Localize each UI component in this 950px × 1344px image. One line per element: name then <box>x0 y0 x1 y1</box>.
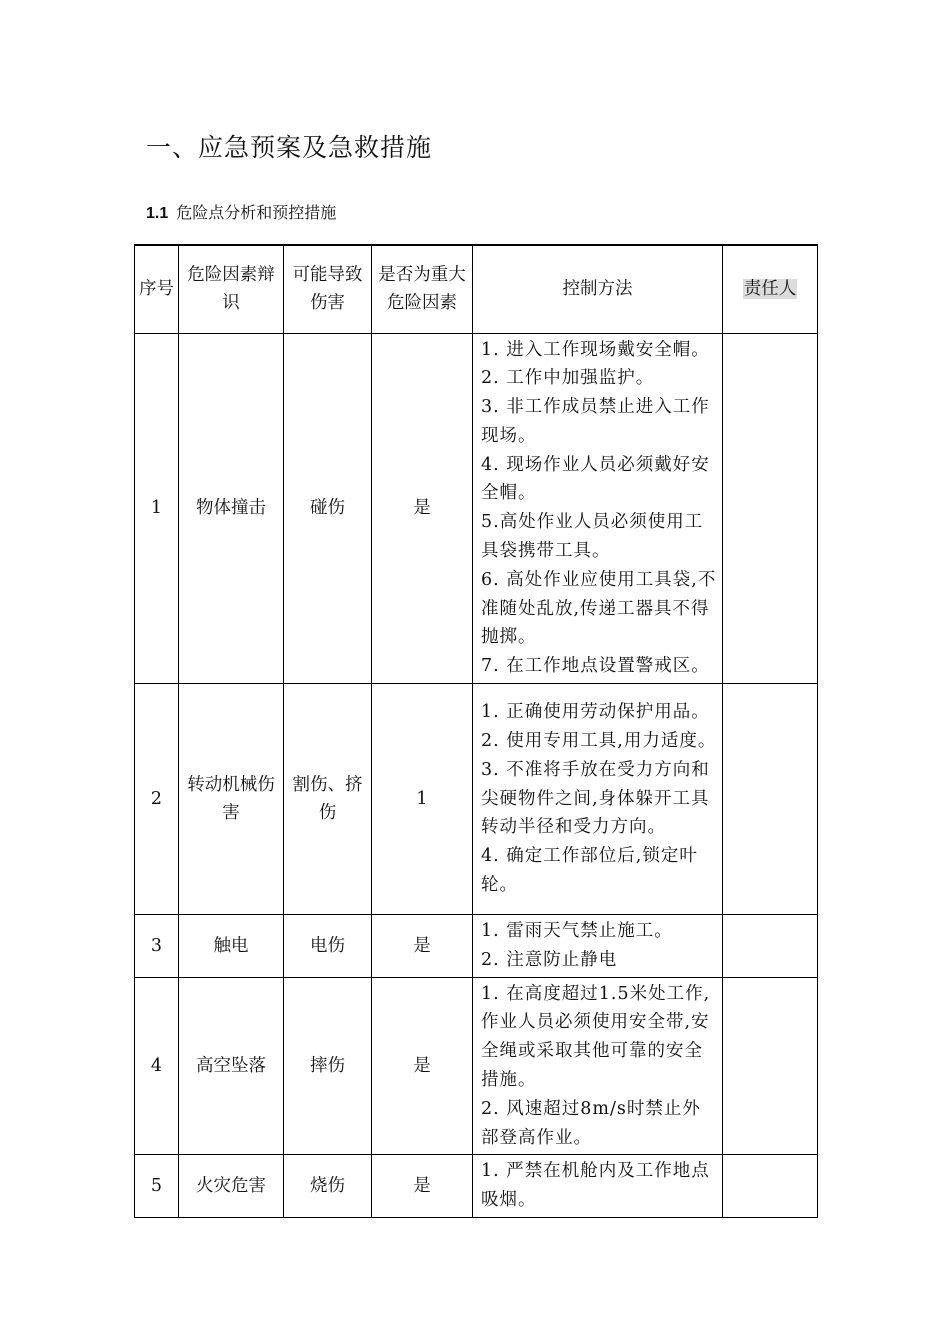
row-hazard-cell: 物体撞击 <box>179 333 284 684</box>
control-method-item: 4. 现场作业人员必须戴好安全帽。 <box>481 454 710 504</box>
row-index-cell: 4 <box>135 977 179 1155</box>
row-owner-cell <box>723 915 818 978</box>
control-method-item: 2. 注意防止静电 <box>481 949 618 970</box>
control-method-item: 4. 确定工作部位后,锁定叶轮。 <box>481 846 698 896</box>
row-control-methods-cell <box>473 333 723 684</box>
row-index-cell: 1 <box>135 333 179 684</box>
row-owner-cell <box>723 977 818 1155</box>
row-control-methods-cell <box>473 684 723 915</box>
control-method-item: 6. 高处作业应使用工具袋,不准随处乱放,传递工器具不得抛掷。 <box>481 569 717 648</box>
row-index-cell: 5 <box>135 1155 179 1218</box>
control-method-item: 1. 在高度超过1.5米处工作,作业人员必须使用安全带,安全绳或采取其他可靠的安全措施。 <box>481 983 711 1091</box>
hazard-control-table <box>134 244 818 1218</box>
control-method-item: 1. 进入工作现场戴安全帽。 <box>481 339 710 360</box>
subsection-heading <box>146 200 336 223</box>
subsection-title: 危险点分析和预控措施 <box>176 203 337 222</box>
table-row <box>135 333 818 684</box>
control-method-item: 2. 风速超过8m/s时禁止外部登高作业。 <box>481 1098 701 1148</box>
row-control-methods-cell <box>473 1155 723 1218</box>
row-control-methods-cell <box>473 915 723 978</box>
row-injury-cell: 摔伤 <box>284 977 372 1155</box>
row-major-cell: 是 <box>372 1155 473 1218</box>
row-injury-cell: 烧伤 <box>284 1155 372 1218</box>
row-hazard-cell: 高空坠落 <box>179 977 284 1155</box>
row-hazard-cell: 转动机械伤害 <box>179 684 284 915</box>
header-owner-label: 责任人 <box>743 279 797 300</box>
control-method-item: 3. 非工作成员禁止进入工作现场。 <box>481 397 710 446</box>
control-method-item: 1. 正确使用劳动保护用品。 <box>481 702 710 723</box>
row-injury-cell: 碰伤 <box>284 333 372 684</box>
section-title: 一、应急预案及急救措施 <box>146 133 433 162</box>
table-row <box>135 1155 818 1218</box>
table-row <box>135 977 818 1155</box>
row-major-cell: 是 <box>372 333 473 684</box>
header-major: 是否为重大危险因素 <box>372 245 473 333</box>
header-owner <box>723 245 818 333</box>
control-method-item: 1. 严禁在机舱内及工作地点吸烟。 <box>481 1161 710 1211</box>
row-hazard-cell: 触电 <box>179 915 284 978</box>
row-major-cell: 1 <box>372 684 473 915</box>
table-row <box>135 915 818 978</box>
header-control: 控制方法 <box>473 245 723 333</box>
row-injury-cell: 割伤、挤伤 <box>284 684 372 915</box>
header-injury: 可能导致伤害 <box>284 245 372 333</box>
row-injury-cell: 电伤 <box>284 915 372 978</box>
subsection-number: 1.1 <box>146 205 169 222</box>
row-hazard-cell: 火灾危害 <box>179 1155 284 1218</box>
table-header-row <box>135 245 818 333</box>
row-index-cell: 2 <box>135 684 179 915</box>
control-method-item: 5.高处作业人员必须使用工具袋携带工具。 <box>481 512 704 562</box>
header-hazard: 危险因素辩识 <box>179 245 284 333</box>
row-major-cell: 是 <box>372 977 473 1155</box>
row-index-cell: 3 <box>135 915 179 978</box>
row-owner-cell <box>723 1155 818 1218</box>
row-control-methods-cell <box>473 977 723 1155</box>
row-owner-cell <box>723 684 818 915</box>
row-owner-cell <box>723 333 818 684</box>
control-method-item: 2. 工作中加强监护。 <box>481 368 655 389</box>
control-method-item: 7. 在工作地点设置警戒区。 <box>481 656 710 677</box>
header-index: 序号 <box>135 245 179 333</box>
table-row <box>135 684 818 915</box>
control-method-item: 3. 不准将手放在受力方向和尖硬物件之间,身体躲开工具转动半径和受力方向。 <box>481 759 710 838</box>
control-method-item: 2. 使用专用工具,用力适度。 <box>481 731 717 752</box>
control-method-item: 1. 雷雨天气禁止施工。 <box>481 921 673 942</box>
row-major-cell: 是 <box>372 915 473 978</box>
